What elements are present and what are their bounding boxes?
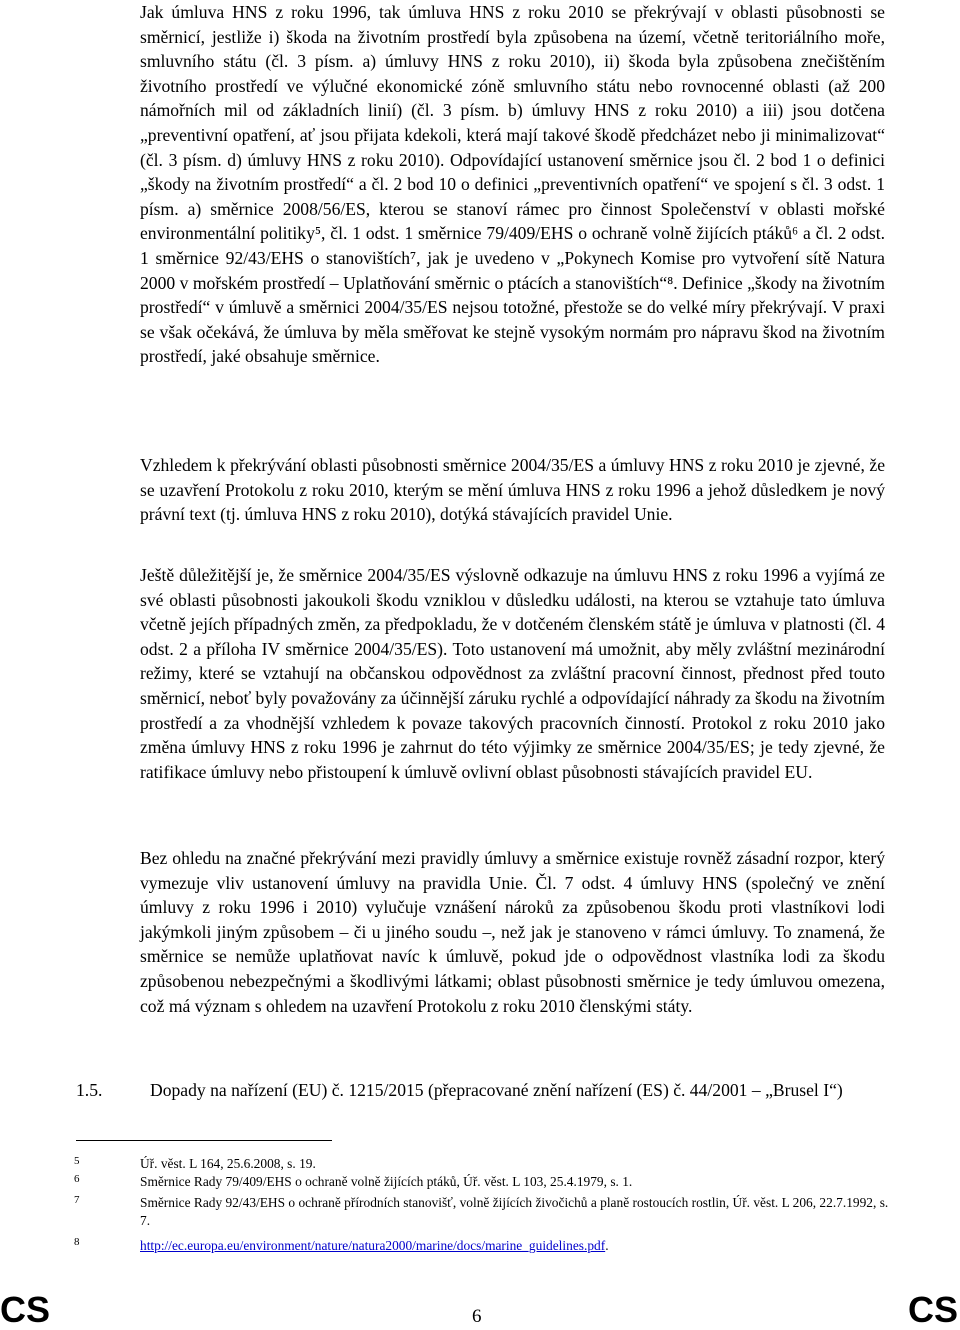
footnote-number: 8 bbox=[74, 1236, 80, 1248]
footnote-number: 7 bbox=[74, 1194, 80, 1206]
footnote-text: Směrnice Rady 92/43/EHS o ochraně přírodních stanovišť, volně žijících živočichů a planě rostoucích rostlin, Úř. věst. L 206, 22.7.1992, s. 7. bbox=[140, 1195, 889, 1228]
footnote-separator bbox=[76, 1140, 332, 1141]
section-number: 1.5. bbox=[76, 1080, 103, 1100]
natura2000-guidelines-link[interactable]: http://ec.europa.eu/environment/nature/natura2000/marine/docs/marine_guidelines.pdf bbox=[140, 1238, 606, 1253]
paragraph-fundamental-conflict: Bez ohledu na značné překrývání mezi pravidly úmluvy a směrnice existuje rovněž zásadní rozpor, který vymezuje vliv ustanovení úmluvy na pravidla Unie. Čl. 7 odst. 4 úmluvy HNS (společný ve znění úmluvy z roku 1996 i 2010) vylučuje vznášení nároků za způsobenou škodu proti vlastníkovi lodi jakýmkoli jiným způsobem – či u jiného soudu –, než jak je stanoveno v rámci úmluvy. To znamená, že směrnice se nemůže uplatňovat navíc k úmluvě, pokud jde o odpovědnost vlastníka lodi za škodu způsobenou nebezpečnými a škodlivými látkami; oblast působnosti směrnice je tedy úmluvou omezena, což má význam s ohledem na uzavření Protokolu z roku 2010 členskými státy. bbox=[140, 848, 885, 1016]
footnote-number: 6 bbox=[74, 1173, 80, 1185]
paragraph-scope-overlap: Vzhledem k překrývání oblasti působnosti směrnice 2004/35/ES a úmluvy HNS z roku 2010 je zjevné, že se uzavření Protokolu z roku 2010, kterým se mění úmluva HNS z roku 1996 a jehož důsledkem je nový právní text (tj. úmluva HNS z roku 2010), dotýká stávajících pravidel Unie. bbox=[140, 455, 885, 525]
paragraph-hns-overlap: Jak úmluva HNS z roku 1996, tak úmluva HNS z roku 2010 se překrývají v oblasti působnosti se směrnicí, jestliže i) škoda na životním prostředí byla způsobena na území, včetně teritoriálního moře, smluvního státu (čl. 3 písm. a) úmluvy HNS z roku 2010), ii) škoda byla způsobena znečištěním životního prostředí ve výlučné ekonomické zóně smluvního státu nebo rovnocenné oblasti (až 200 námořních mil od základních linií) (čl. 3 písm. b) úmluvy HNS z roku 2010) a iii) jsou dotčena „preventivní opatření, ať jsou přijata kdekoli, která mají takové škodě předcházet nebo ji minimalizovat“ (čl. 3 písm. d) úmluvy HNS z roku 2010). Odpovídající ustanovení směrnice jsou čl. 2 bod 1 o definici „škody na životním prostředí“ a čl. 2 bod 10 o definici „preventivních opatření“ ve spojení s čl. 3 odst. 1 písm. a) směrnice 2008/56/ES, kterou se stanoví rámec pro činnost Společenství v oblasti mořské environmentální politiky⁵, čl. 1 odst. 1 směrnice 79/409/EHS o ochraně volně žijících ptáků⁶ a čl. 2 odst. 1 směrnice 92/43/EHS o stanovištích⁷, jak je uvedeno v „Pokynech Komise pro vytvoření sítě Natura 2000 v mořském prostředí – Uplatňování směrnic o ptácích a stanovištích“⁸. Definice „škody na životním prostředí“ v úmluvě a směrnici 2004/35/ES nejsou totožné, přestože se do velké míry překrývají. V praxi se však očekává, že úmluva by měla směřovat ke stejně vysokým normám pro nápravu škod na životním prostředí, jaké obsahuje směrnice. bbox=[140, 2, 885, 367]
page-number: 6 bbox=[472, 1306, 482, 1327]
language-label-left: CS bbox=[0, 1289, 51, 1330]
footnote-number: 5 bbox=[74, 1155, 80, 1167]
footnote-suffix: . bbox=[605, 1238, 609, 1253]
footnote-text bbox=[140, 1237, 890, 1255]
footnote-text: Úř. věst. L 164, 25.6.2008, s. 19. bbox=[140, 1156, 316, 1171]
section-heading: Dopady na nařízení (EU) č. 1215/2015 (přepracované znění nařízení (ES) č. 44/2001 – „Brusel I“) bbox=[150, 1080, 843, 1100]
footnote-text: Směrnice Rady 79/409/EHS o ochraně volně žijících ptáků, Úř. věst. L 103, 25.4.1979, s. 1. bbox=[140, 1174, 633, 1189]
language-label-right: CS bbox=[907, 1289, 958, 1330]
paragraph-directive-exemption: Ještě důležitější je, že směrnice 2004/35/ES výslovně odkazuje na úmluvu HNS z roku 1996 a vyjímá ze své oblasti působnosti jakoukoli škodu vzniklou v důsledku události, na kterou se vztahuje tato úmluva včetně jejích případných změn, za předpokladu, že v dotčeném členském státě je úmluva v platnosti (čl. 4 odst. 2 a příloha IV směrnice 2004/35/ES). Toto ustanovení má umožnit, aby měly zvláštní mezinárodní režimy, které se vztahují na občanskou odpovědnost za zvláštní pracovní činnost, přednost před touto směrnicí, neboť byly považovány za účinnější záruku rychlé a odpovídající náhrady za škodu na životním prostředí a za vhodnější vzhledem k povaze takových pracovních činností. Protokol z roku 2010 jako změna úmluvy HNS z roku 1996 je zahrnut do této výjimky ze směrnice 2004/35/ES; je tedy zjevné, že ratifikace úmluvy nebo přistoupení k úmluvě ovlivní oblast působnosti stávajících pravidel EU. bbox=[140, 565, 885, 782]
